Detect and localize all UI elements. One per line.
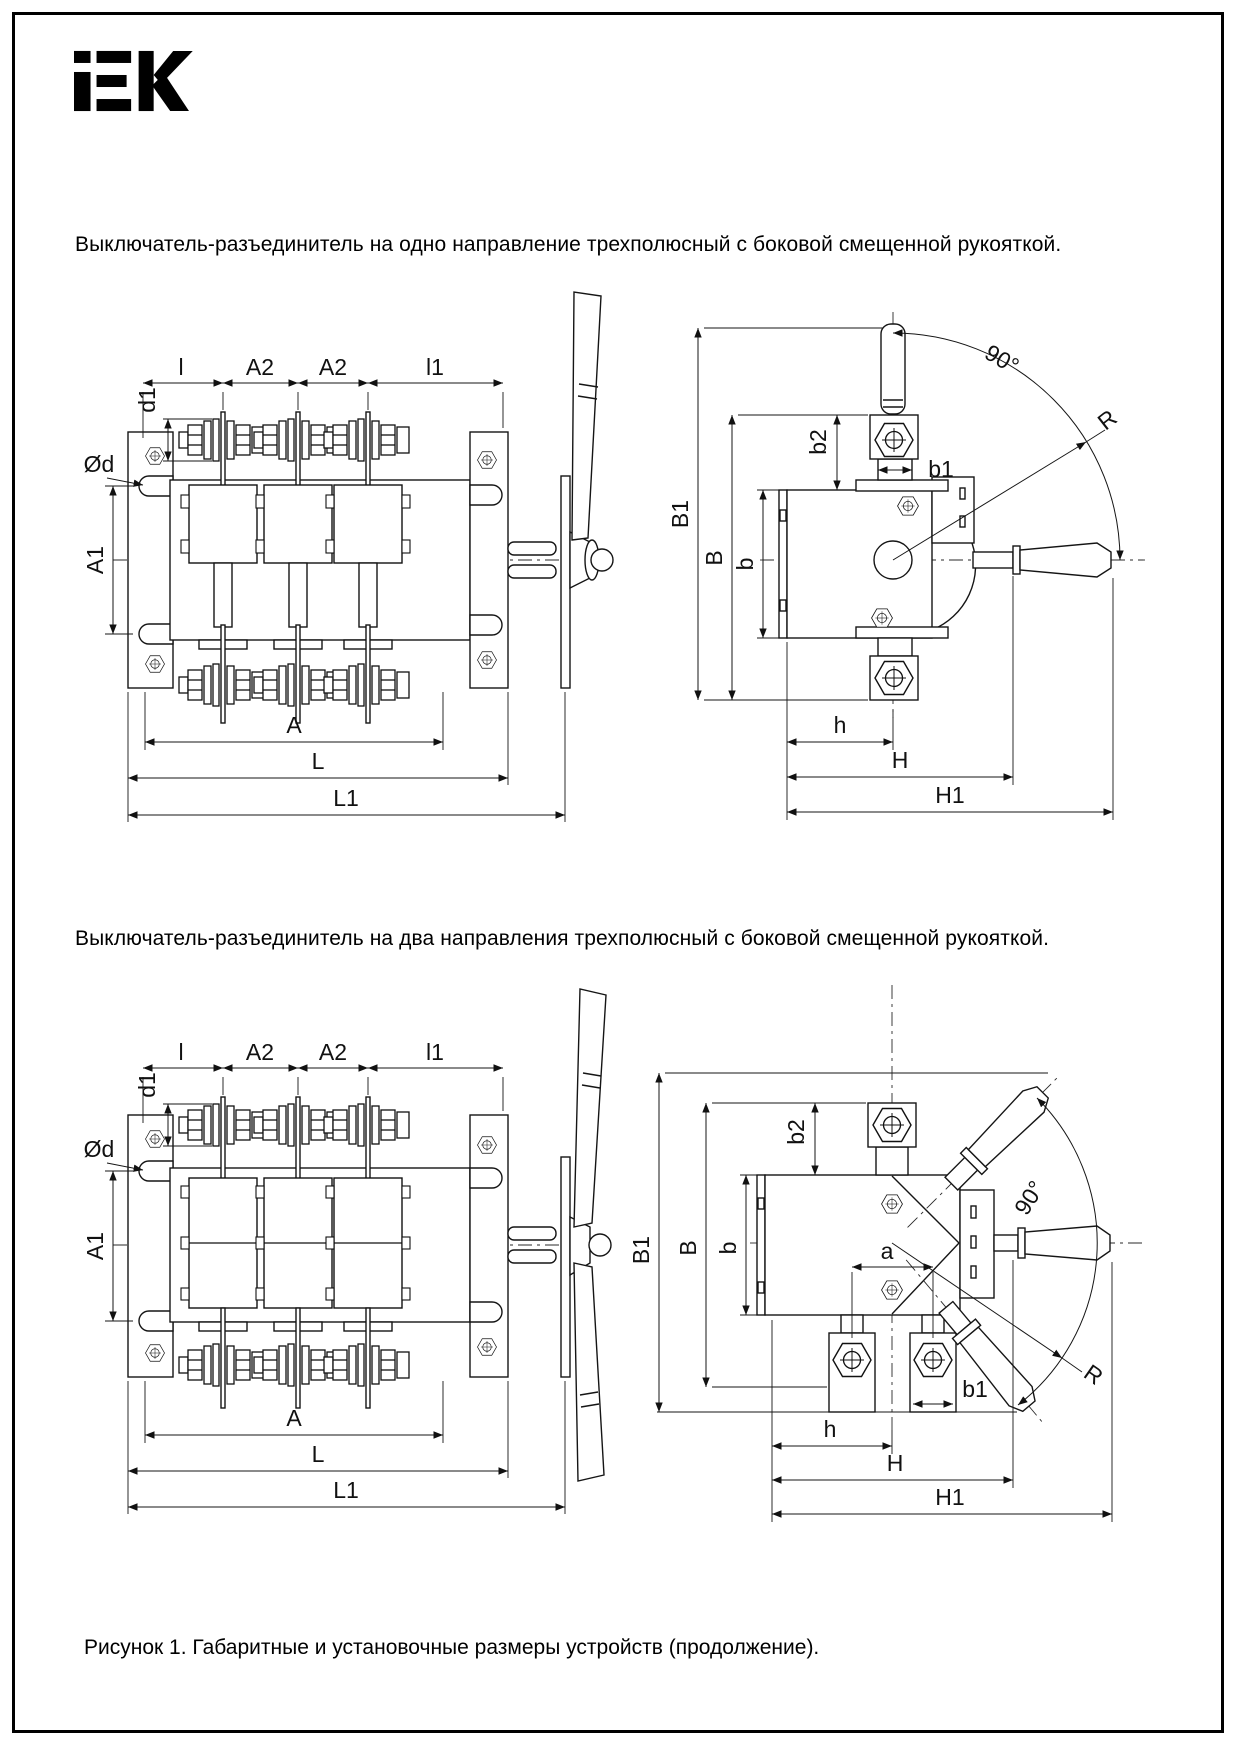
dim-label-A2: A2 (245, 354, 275, 380)
dim-label-b2: b2 (805, 429, 831, 455)
dim-label-L: L (311, 1441, 325, 1467)
dim-label-L1: L1 (333, 1477, 359, 1503)
drawing-2-side-view (600, 960, 1200, 1540)
figure-caption: Рисунок 1. Габаритные и установочные размеры устройств (продолжение). (84, 1636, 820, 1659)
dim-label-diameter-d: Ød (83, 451, 115, 477)
drawing-2-front-view (75, 965, 615, 1540)
dim-label-h: h (833, 712, 847, 738)
dim-label-L1: L1 (333, 785, 359, 811)
dim-label-B: B (675, 1240, 701, 1256)
dim-label-h: h (823, 1416, 837, 1442)
dim-label-l: l (178, 354, 184, 380)
dim-label-L: L (311, 748, 325, 774)
dim-label-b1: b1 (928, 456, 954, 482)
section-1-title: Выключатель-разъединитель на одно направление трехполюсный с боковой смещенной рукояткой. (75, 233, 1062, 256)
drawing-2-front-geometry (113, 989, 611, 1481)
dim-label-b: b (732, 557, 758, 571)
dim-label-B1: B1 (667, 499, 693, 529)
dim-label-90deg: 90° (980, 339, 1024, 380)
dim-label-b1: b1 (962, 1376, 988, 1402)
pole-assembly (324, 1097, 410, 1408)
section-2-title: Выключатель-разъединитель на два направления трехполюсный с боковой смещенной рукояткой. (75, 927, 1050, 950)
dim-label-l: l (178, 1039, 184, 1065)
dim-label-A2: A2 (318, 1039, 348, 1065)
dim-label-b2: b2 (783, 1119, 809, 1145)
drawing-1-front-geometry (113, 292, 613, 723)
handle-side (994, 1226, 1110, 1260)
dim-label-A: A (286, 1405, 302, 1431)
dim-label-A2: A2 (318, 354, 348, 380)
handle-side (973, 543, 1111, 577)
drawing-1-side-geometry (760, 312, 1145, 718)
dim-label-90deg: 90° (1008, 1176, 1050, 1220)
drawing-1-front-view (75, 280, 615, 825)
handle-lever (572, 292, 601, 540)
dim-label-A2: A2 (245, 1039, 275, 1065)
iek-logo-letters (74, 51, 193, 111)
dim-label-a: a (880, 1238, 894, 1264)
dim-label-l1: l1 (426, 354, 444, 380)
dim-label-H: H (891, 747, 909, 773)
drawing-1-side-view (600, 280, 1170, 825)
handle-up (881, 324, 905, 414)
dim-label-A1: A1 (82, 545, 108, 575)
dim-label-l1: l1 (426, 1039, 444, 1065)
dim-label-R: R (1092, 404, 1122, 436)
drawing-2-side-geometry (750, 985, 1145, 1433)
dim-label-d1: d1 (134, 387, 160, 413)
dim-label-H: H (886, 1450, 904, 1476)
dim-label-R: R (1079, 1359, 1108, 1390)
dim-label-H1: H1 (935, 1484, 965, 1510)
pole-assembly (179, 1097, 265, 1408)
dim-label-diameter-d: Ød (83, 1136, 115, 1162)
dim-label-b: b (715, 1241, 741, 1255)
dim-label-B: B (701, 550, 727, 566)
dim-label-A: A (286, 712, 302, 738)
iek-logo (74, 50, 198, 112)
dim-label-H1: H1 (935, 782, 965, 808)
dim-label-B1: B1 (628, 1235, 654, 1265)
dim-label-A1: A1 (82, 1231, 108, 1261)
dim-label-d1: d1 (134, 1072, 160, 1098)
